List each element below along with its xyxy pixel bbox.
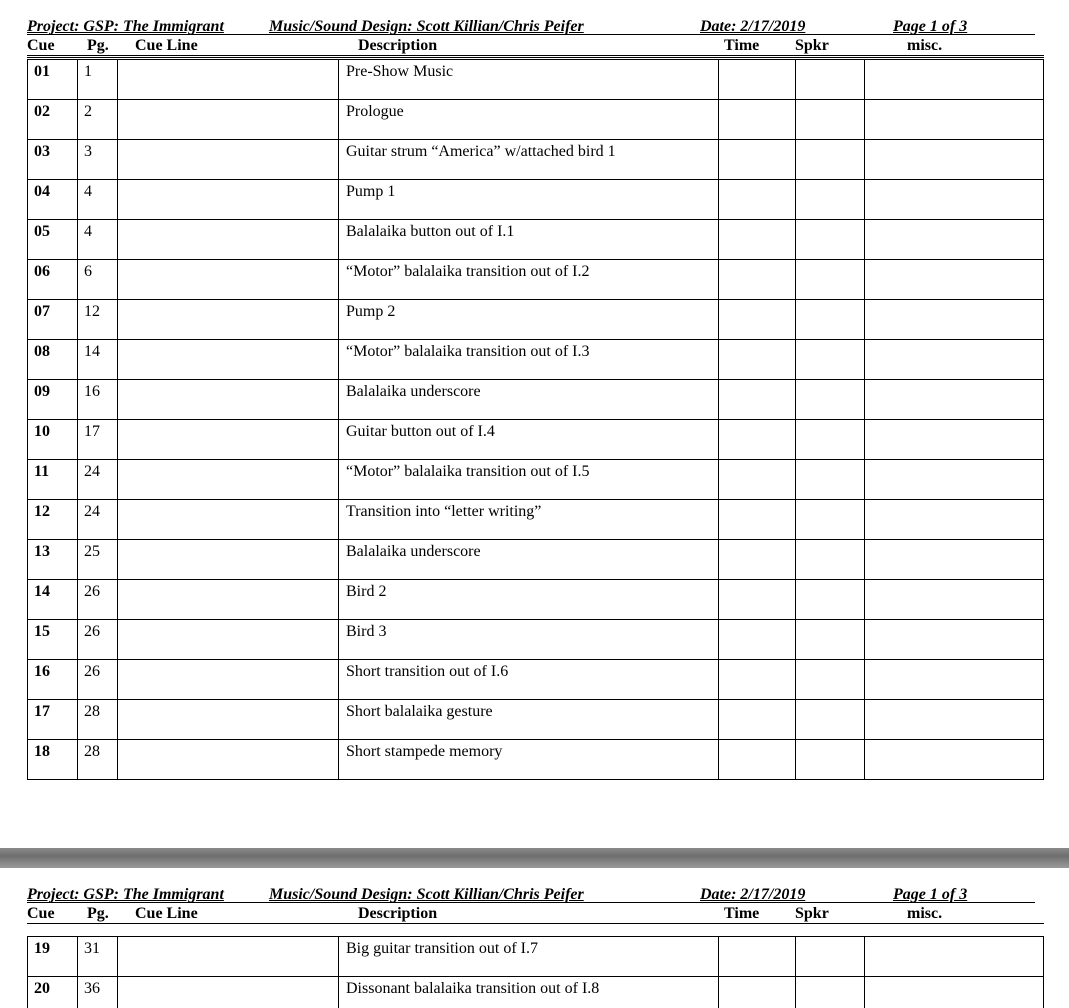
cue-line-cell bbox=[118, 140, 339, 180]
page-ref: 28 bbox=[78, 700, 118, 740]
misc-cell bbox=[865, 300, 1044, 340]
time-cell bbox=[719, 140, 796, 180]
cue-number: 18 bbox=[28, 740, 78, 780]
cue-line-cell bbox=[118, 340, 339, 380]
col-description: Description bbox=[358, 37, 438, 54]
cue-number: 08 bbox=[28, 340, 78, 380]
cue-line-cell bbox=[118, 580, 339, 620]
time-cell bbox=[719, 60, 796, 100]
speaker-cell bbox=[796, 660, 865, 700]
time-cell bbox=[719, 620, 796, 660]
cue-table bbox=[27, 936, 1044, 1008]
time-cell bbox=[719, 100, 796, 140]
cue-description: Pre-Show Music bbox=[339, 60, 719, 100]
time-cell bbox=[719, 340, 796, 380]
table-row bbox=[28, 700, 1044, 740]
cue-line-cell bbox=[118, 100, 339, 140]
speaker-cell bbox=[796, 977, 865, 1008]
speaker-cell bbox=[796, 220, 865, 260]
page-separator bbox=[0, 848, 1069, 868]
misc-cell bbox=[865, 140, 1044, 180]
misc-cell bbox=[865, 540, 1044, 580]
speaker-cell bbox=[796, 700, 865, 740]
speaker-cell bbox=[796, 100, 865, 140]
time-cell bbox=[719, 180, 796, 220]
speaker-cell bbox=[796, 937, 865, 977]
page-ref: 16 bbox=[78, 380, 118, 420]
table-row bbox=[28, 660, 1044, 700]
cue-line-cell bbox=[118, 977, 339, 1008]
cue-description: Short stampede memory bbox=[339, 740, 719, 780]
speaker-cell bbox=[796, 420, 865, 460]
speaker-cell bbox=[796, 60, 865, 100]
cue-number: 13 bbox=[28, 540, 78, 580]
cue-number: 06 bbox=[28, 260, 78, 300]
speaker-cell bbox=[796, 460, 865, 500]
cue-description: Pump 2 bbox=[339, 300, 719, 340]
misc-cell bbox=[865, 700, 1044, 740]
col-misc: misc. bbox=[907, 37, 943, 54]
time-cell bbox=[719, 937, 796, 977]
page-header bbox=[0, 886, 1069, 903]
speaker-cell bbox=[796, 580, 865, 620]
project-title: Project: GSP: The Immigrant bbox=[27, 886, 224, 903]
misc-cell bbox=[865, 340, 1044, 380]
misc-cell bbox=[865, 180, 1044, 220]
table-row bbox=[28, 620, 1044, 660]
cue-line-cell bbox=[118, 620, 339, 660]
cue-line-cell bbox=[118, 937, 339, 977]
table-row bbox=[28, 60, 1044, 100]
cue-description: Guitar button out of I.4 bbox=[339, 420, 719, 460]
table-row bbox=[28, 460, 1044, 500]
speaker-cell bbox=[796, 740, 865, 780]
col-time: Time bbox=[724, 905, 760, 922]
design-credit: Music/Sound Design: Scott Killian/Chris Peifer bbox=[269, 18, 584, 35]
page-ref: 4 bbox=[78, 180, 118, 220]
time-cell bbox=[719, 580, 796, 620]
cue-number: 14 bbox=[28, 580, 78, 620]
table-row bbox=[28, 380, 1044, 420]
page-ref: 12 bbox=[78, 300, 118, 340]
time-cell bbox=[719, 660, 796, 700]
speaker-cell bbox=[796, 180, 865, 220]
cue-line-cell bbox=[118, 500, 339, 540]
cue-number: 05 bbox=[28, 220, 78, 260]
cue-description: Short balalaika gesture bbox=[339, 700, 719, 740]
speaker-cell bbox=[796, 140, 865, 180]
table-row bbox=[28, 540, 1044, 580]
page-header bbox=[0, 18, 1069, 35]
cue-description: Dissonant balalaika transition out of I.8 bbox=[339, 977, 719, 1008]
cue-number: 15 bbox=[28, 620, 78, 660]
cue-number: 10 bbox=[28, 420, 78, 460]
page-ref: 25 bbox=[78, 540, 118, 580]
cue-line-cell bbox=[118, 60, 339, 100]
misc-cell bbox=[865, 220, 1044, 260]
table-row bbox=[28, 300, 1044, 340]
sheet-date: Date: 2/17/2019 bbox=[700, 18, 806, 35]
time-cell bbox=[719, 500, 796, 540]
column-headers bbox=[0, 37, 1069, 55]
table-row bbox=[28, 340, 1044, 380]
table-row bbox=[28, 500, 1044, 540]
header-divider bbox=[27, 902, 1035, 903]
project-title: Project: GSP: The Immigrant bbox=[27, 18, 224, 35]
speaker-cell bbox=[796, 380, 865, 420]
col-pg: Pg. bbox=[87, 37, 109, 54]
header-rule bbox=[27, 923, 1044, 924]
cue-line-cell bbox=[118, 700, 339, 740]
page-ref: 26 bbox=[78, 620, 118, 660]
page-ref: 6 bbox=[78, 260, 118, 300]
cue-description: Guitar strum “America” w/attached bird 1 bbox=[339, 140, 719, 180]
header-divider bbox=[27, 34, 1035, 35]
cue-description: Balalaika underscore bbox=[339, 380, 719, 420]
page-number: Page 1 of 3 bbox=[893, 18, 968, 35]
cue-description: Transition into “letter writing” bbox=[339, 500, 719, 540]
misc-cell bbox=[865, 420, 1044, 460]
misc-cell bbox=[865, 100, 1044, 140]
misc-cell bbox=[865, 620, 1044, 660]
cue-number: 07 bbox=[28, 300, 78, 340]
misc-cell bbox=[865, 460, 1044, 500]
cue-number: 03 bbox=[28, 140, 78, 180]
cue-description: “Motor” balalaika transition out of I.3 bbox=[339, 340, 719, 380]
table-row bbox=[28, 220, 1044, 260]
page-ref: 14 bbox=[78, 340, 118, 380]
col-time: Time bbox=[724, 37, 760, 54]
misc-cell bbox=[865, 660, 1044, 700]
time-cell bbox=[719, 540, 796, 580]
cue-line-cell bbox=[118, 260, 339, 300]
time-cell bbox=[719, 300, 796, 340]
table-row bbox=[28, 420, 1044, 460]
table-row bbox=[28, 937, 1044, 977]
time-cell bbox=[719, 700, 796, 740]
table-row bbox=[28, 580, 1044, 620]
col-description: Description bbox=[358, 905, 438, 922]
page-ref: 31 bbox=[78, 937, 118, 977]
table-row bbox=[28, 260, 1044, 300]
misc-cell bbox=[865, 500, 1044, 540]
cue-number: 12 bbox=[28, 500, 78, 540]
cue-table bbox=[27, 59, 1044, 780]
table-row bbox=[28, 740, 1044, 780]
time-cell bbox=[719, 220, 796, 260]
cue-description: “Motor” balalaika transition out of I.5 bbox=[339, 460, 719, 500]
page-ref: 26 bbox=[78, 660, 118, 700]
col-cue-line: Cue Line bbox=[135, 37, 198, 54]
cue-description: Balalaika button out of I.1 bbox=[339, 220, 719, 260]
col-spkr: Spkr bbox=[795, 905, 829, 922]
cue-line-cell bbox=[118, 380, 339, 420]
cue-line-cell bbox=[118, 660, 339, 700]
page-ref: 17 bbox=[78, 420, 118, 460]
speaker-cell bbox=[796, 540, 865, 580]
page-ref: 24 bbox=[78, 500, 118, 540]
cue-description: Balalaika underscore bbox=[339, 540, 719, 580]
table-row bbox=[28, 180, 1044, 220]
cue-description: Big guitar transition out of I.7 bbox=[339, 937, 719, 977]
time-cell bbox=[719, 380, 796, 420]
col-cue: Cue bbox=[27, 37, 55, 54]
col-spkr: Spkr bbox=[795, 37, 829, 54]
cue-description: “Motor” balalaika transition out of I.2 bbox=[339, 260, 719, 300]
cue-sheet-page-2 bbox=[0, 868, 1069, 1008]
table-row bbox=[28, 100, 1044, 140]
speaker-cell bbox=[796, 260, 865, 300]
cue-line-cell bbox=[118, 420, 339, 460]
page-ref: 28 bbox=[78, 740, 118, 780]
time-cell bbox=[719, 260, 796, 300]
cue-number: 04 bbox=[28, 180, 78, 220]
col-pg: Pg. bbox=[87, 905, 109, 922]
misc-cell bbox=[865, 260, 1044, 300]
cue-description: Bird 3 bbox=[339, 620, 719, 660]
cue-number: 09 bbox=[28, 380, 78, 420]
cue-number: 02 bbox=[28, 100, 78, 140]
cue-number: 20 bbox=[28, 977, 78, 1008]
cue-description: Pump 1 bbox=[339, 180, 719, 220]
misc-cell bbox=[865, 580, 1044, 620]
cue-number: 17 bbox=[28, 700, 78, 740]
cue-description: Short transition out of I.6 bbox=[339, 660, 719, 700]
time-cell bbox=[719, 420, 796, 460]
header-rule bbox=[27, 55, 1044, 58]
misc-cell bbox=[865, 380, 1044, 420]
speaker-cell bbox=[796, 340, 865, 380]
cue-number: 19 bbox=[28, 937, 78, 977]
speaker-cell bbox=[796, 300, 865, 340]
cue-line-cell bbox=[118, 220, 339, 260]
cue-line-cell bbox=[118, 740, 339, 780]
page-ref: 26 bbox=[78, 580, 118, 620]
col-misc: misc. bbox=[907, 905, 943, 922]
misc-cell bbox=[865, 977, 1044, 1008]
table-row bbox=[28, 977, 1044, 1008]
cue-number: 11 bbox=[28, 460, 78, 500]
cue-line-cell bbox=[118, 540, 339, 580]
col-cue-line: Cue Line bbox=[135, 905, 198, 922]
time-cell bbox=[719, 977, 796, 1008]
page-ref: 3 bbox=[78, 140, 118, 180]
column-headers bbox=[0, 905, 1069, 923]
page-ref: 4 bbox=[78, 220, 118, 260]
page-ref: 2 bbox=[78, 100, 118, 140]
speaker-cell bbox=[796, 500, 865, 540]
cue-number: 16 bbox=[28, 660, 78, 700]
cue-number: 01 bbox=[28, 60, 78, 100]
page-number: Page 1 of 3 bbox=[893, 886, 968, 903]
cue-line-cell bbox=[118, 180, 339, 220]
time-cell bbox=[719, 740, 796, 780]
cue-line-cell bbox=[118, 460, 339, 500]
page-ref: 1 bbox=[78, 60, 118, 100]
misc-cell bbox=[865, 60, 1044, 100]
col-cue: Cue bbox=[27, 905, 55, 922]
speaker-cell bbox=[796, 620, 865, 660]
table-row bbox=[28, 140, 1044, 180]
design-credit: Music/Sound Design: Scott Killian/Chris Peifer bbox=[269, 886, 584, 903]
cue-description: Bird 2 bbox=[339, 580, 719, 620]
page-ref: 36 bbox=[78, 977, 118, 1008]
time-cell bbox=[719, 460, 796, 500]
cue-description: Prologue bbox=[339, 100, 719, 140]
misc-cell bbox=[865, 740, 1044, 780]
page-ref: 24 bbox=[78, 460, 118, 500]
cue-line-cell bbox=[118, 300, 339, 340]
sheet-date: Date: 2/17/2019 bbox=[700, 886, 806, 903]
misc-cell bbox=[865, 937, 1044, 977]
